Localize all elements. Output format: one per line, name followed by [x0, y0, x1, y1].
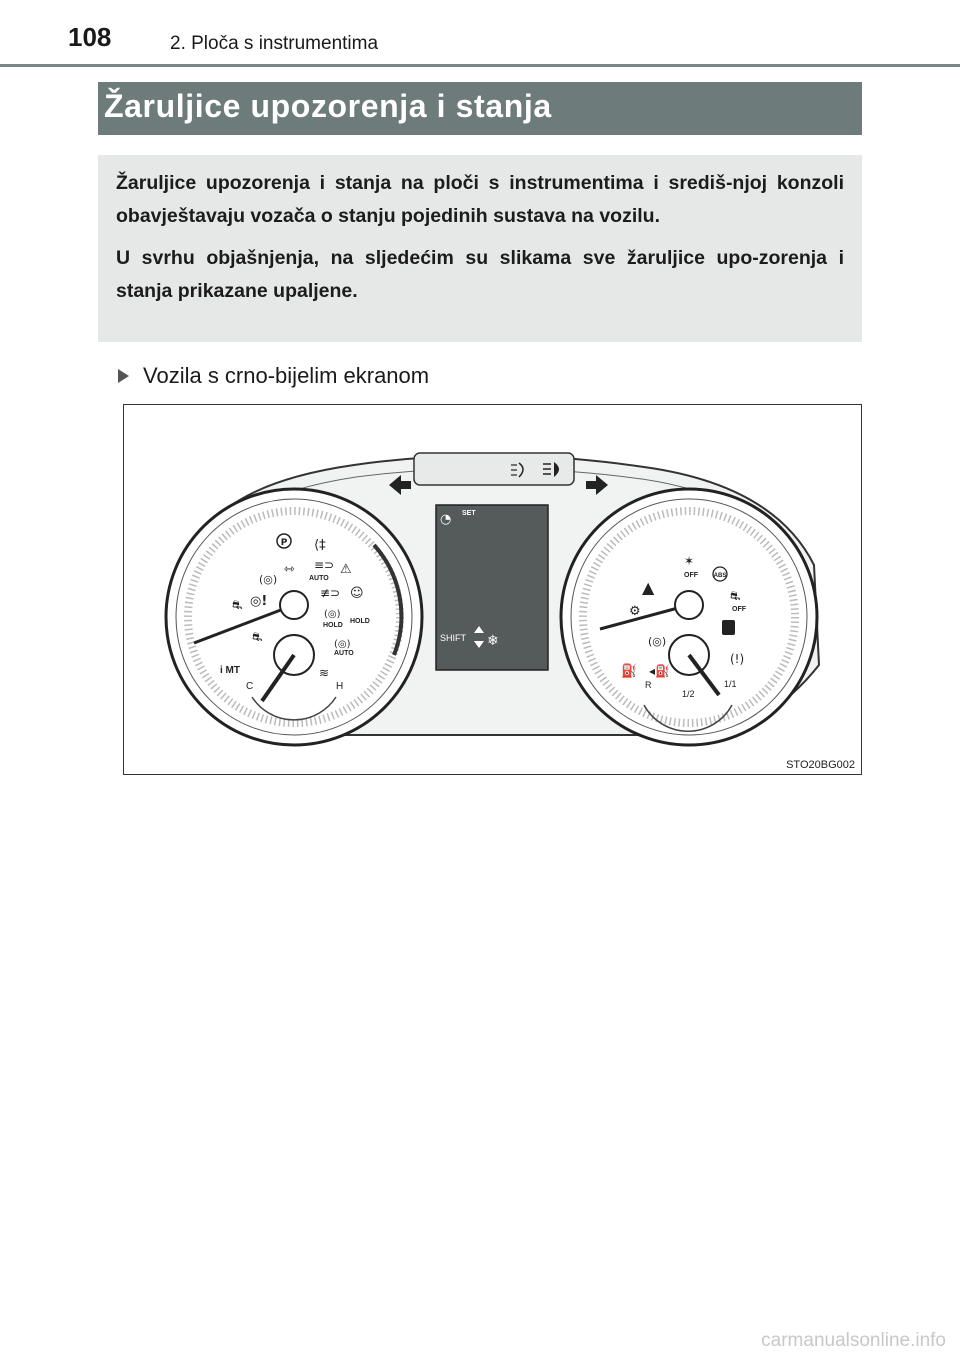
- brake-warning-icon: (◎): [648, 635, 667, 648]
- power-steering-icon: ◎!: [250, 594, 268, 609]
- shift-label: SHIFT: [440, 633, 466, 643]
- intro-box: [98, 155, 862, 342]
- slip-indicator-icon: ⛐: [232, 598, 243, 612]
- abs-label: ABS: [713, 573, 727, 579]
- left-gauge: [166, 489, 422, 745]
- brake-system-icon: (◎): [259, 573, 278, 586]
- imt-label: i MT: [220, 665, 240, 676]
- intro-paragraph-1: Žaruljice upozorenja i stanja na ploči s instrumentima i središ-njoj konzoli obavještavaju vozača o stanju pojedinih sustava na vozilu.: [116, 172, 844, 227]
- bullet-item: [118, 363, 429, 389]
- instrument-cluster-illustration: [124, 405, 863, 776]
- figure-code: STO20BG002: [786, 759, 855, 771]
- vsc-off-label: OFF: [732, 606, 746, 613]
- check-engine-icon: ⚙: [629, 604, 641, 619]
- srs-airbag-icon: ☺: [350, 586, 364, 601]
- temp-cold-label: C: [246, 681, 254, 692]
- auto-high-beam-label: AUTO: [309, 575, 329, 582]
- section-title: Žaruljice upozorenja i stanja: [104, 88, 552, 124]
- auto-hold-icon: (◎): [334, 639, 351, 650]
- cruise-set-label: SET: [462, 510, 476, 517]
- pcs-warning-icon: ✶: [684, 554, 695, 568]
- multi-info-display: [436, 505, 548, 670]
- auto-hold-label: AUTO: [334, 650, 354, 657]
- master-warning-icon: ▲: [642, 578, 655, 597]
- svg-text:P: P: [280, 538, 288, 548]
- brake-hold-label: HOLD: [323, 622, 343, 629]
- bullet-text: Vozila s crno-bijelim ekranom: [143, 363, 430, 388]
- ice-warning-icon: ❄: [487, 633, 499, 649]
- chapter-title: 2. Ploča s instrumentima: [170, 33, 379, 54]
- temp-hot-label: H: [336, 681, 344, 692]
- fuel-half-label: 1/2: [682, 689, 695, 699]
- vsc-off-icon: ⛐: [730, 589, 741, 603]
- lta-icon: ⛐: [252, 630, 263, 644]
- coolant-temp-icon: ≋: [319, 666, 330, 680]
- front-fog-icon: ≢⊃: [320, 586, 341, 600]
- right-gauge: [561, 489, 817, 745]
- fuel-door-icon: ◂⛽: [649, 664, 670, 678]
- bullet-arrow-icon: [118, 369, 129, 383]
- lane-trace-icon: [722, 620, 735, 635]
- watermark: carmanualsonline.info: [761, 1330, 946, 1351]
- instrument-cluster-figure: [123, 404, 862, 775]
- page-number: 108: [68, 22, 112, 52]
- fuel-full-label: 1/1: [724, 679, 737, 689]
- fuel-reserve-label: R: [645, 680, 652, 690]
- header-rule: [0, 64, 960, 67]
- auto-high-beam-icon: ≡⊃: [314, 558, 335, 572]
- pcs-off-label: OFF: [684, 572, 698, 579]
- intro-paragraph-2: U svrhu objašnjenja, na sljedećim su slikama sve žaruljice upo-zorenja i stanja prikazane upaljene.: [116, 247, 844, 302]
- rear-fog-icon: ⟨‡: [314, 538, 326, 553]
- brake-hold-icon: (◎): [324, 609, 341, 620]
- seatbelt-icon: ⚠: [340, 562, 352, 577]
- cruise-control-icon: ◔: [440, 512, 452, 527]
- tire-pressure-icon: (!): [730, 652, 745, 666]
- hold-standby-label: HOLD: [350, 618, 370, 625]
- low-fuel-icon: ⛽: [621, 664, 638, 679]
- lane-departure-icon: ⇿: [284, 562, 295, 577]
